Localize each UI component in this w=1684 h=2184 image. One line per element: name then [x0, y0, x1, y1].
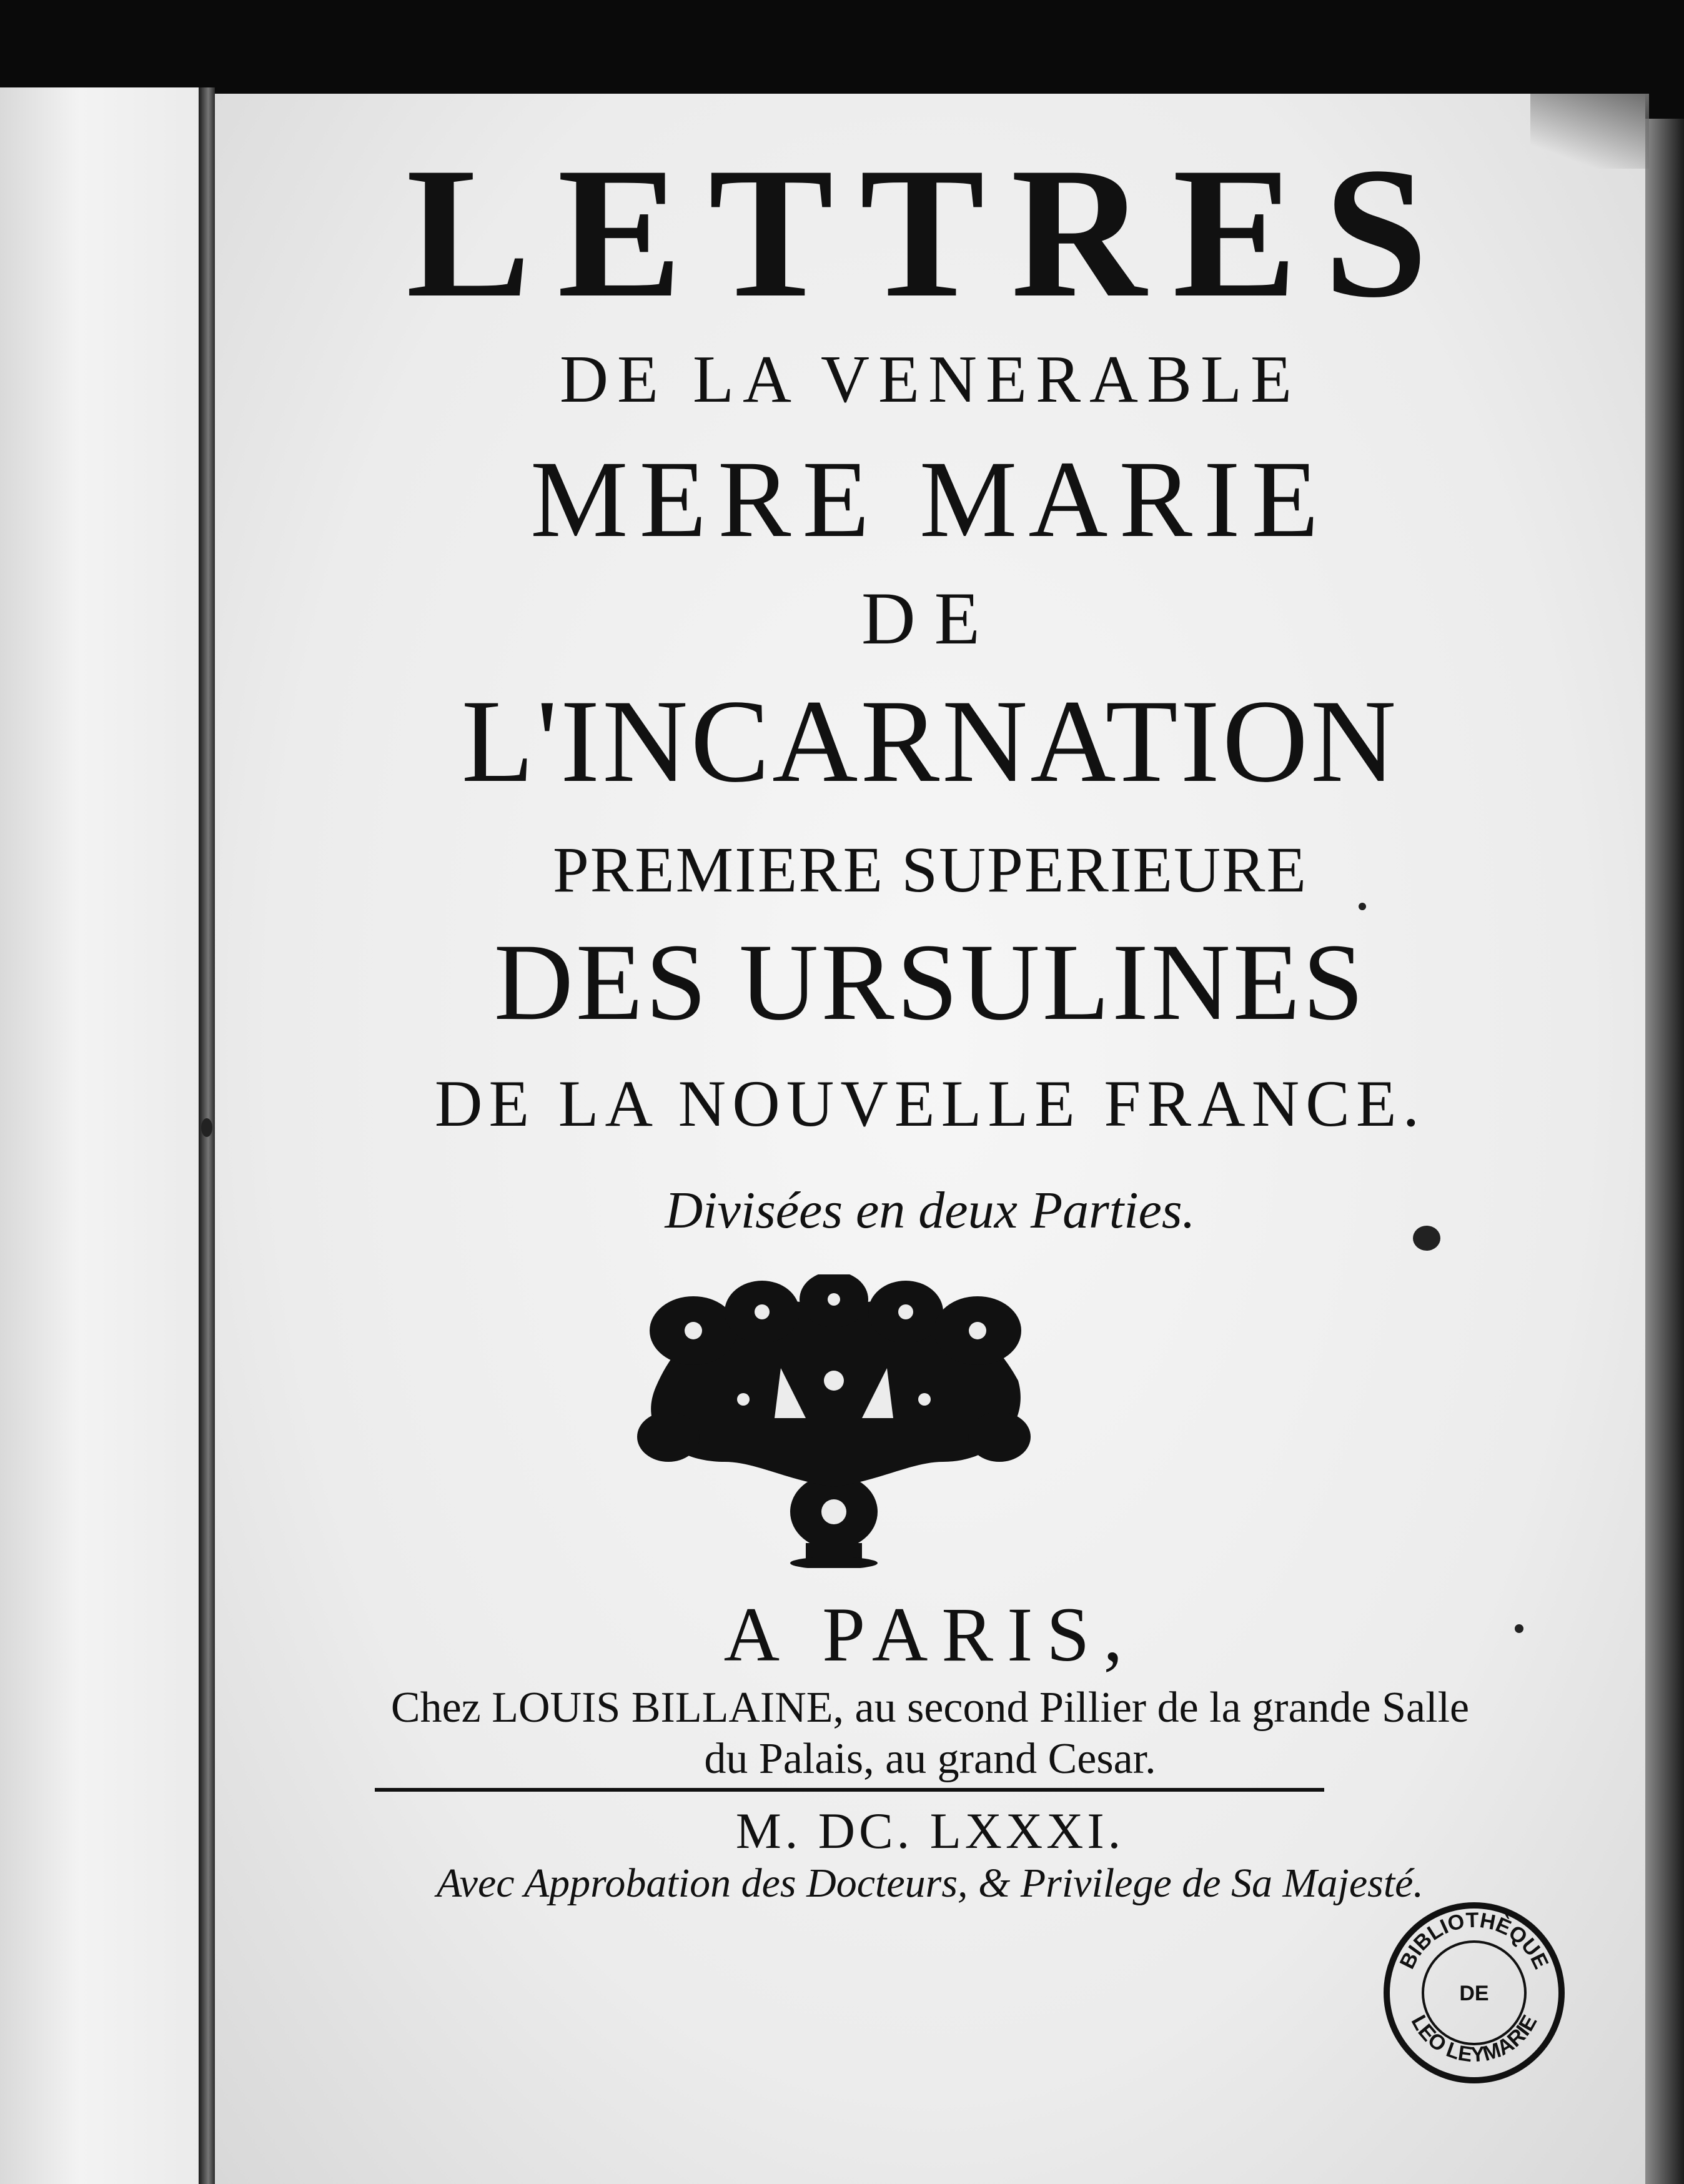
- title-line-mere-marie: MERE MARIE: [530, 439, 1330, 560]
- title-line-premiere-superieure: PREMIERE SUPERIEURE: [552, 834, 1308, 906]
- privilege-line: Avec Approbation des Docteurs, & Privilege de Sa Majesté.: [437, 1860, 1424, 1906]
- ink-speck: [1359, 903, 1366, 910]
- ink-speck: [201, 1118, 212, 1137]
- stamp-text-bottom: LEO LEYMARIE: [1406, 2011, 1542, 2067]
- title-line-de: DE: [861, 577, 999, 660]
- facing-blank-page: [0, 87, 200, 2184]
- imprint-rule: [375, 1788, 1324, 1792]
- title-line-nouvelle-france: DE LA NOUVELLE FRANCE.: [434, 1067, 1426, 1140]
- imprint-date: M. DC. LXXXI.: [735, 1802, 1125, 1859]
- title-line-incarnation: L'INCARNATION: [461, 676, 1399, 807]
- library-stamp-icon: [1380, 1899, 1568, 2087]
- stamp-text-middle: DE: [1459, 1982, 1489, 2005]
- subtitle-divisees: Divisées en deux Parties.: [665, 1181, 1196, 1239]
- book-title: LETTRES: [406, 129, 1454, 336]
- title-line-venerable: DE LA VENERABLE: [560, 342, 1300, 417]
- ink-speck: [1515, 1624, 1523, 1633]
- imprint-publisher: Chez LOUIS BILLAINE, au second Pillier de la grande Salle: [390, 1684, 1470, 1732]
- title-line-ursulines: DES URSULINES: [493, 921, 1367, 1043]
- imprint-city: A PARIS,: [723, 1592, 1137, 1677]
- svg-text:LEO LEYMARIE: [1407, 2011, 1542, 2067]
- page-edge-shadow: [1645, 119, 1684, 2184]
- ink-speck: [1413, 1226, 1440, 1251]
- stamp-text-top: BIBLIOTHÈQUE: [1395, 1908, 1553, 1973]
- flower-basket-ornament-icon: [618, 1274, 1049, 1568]
- imprint-address: du Palais, au grand Cesar.: [704, 1735, 1156, 1783]
